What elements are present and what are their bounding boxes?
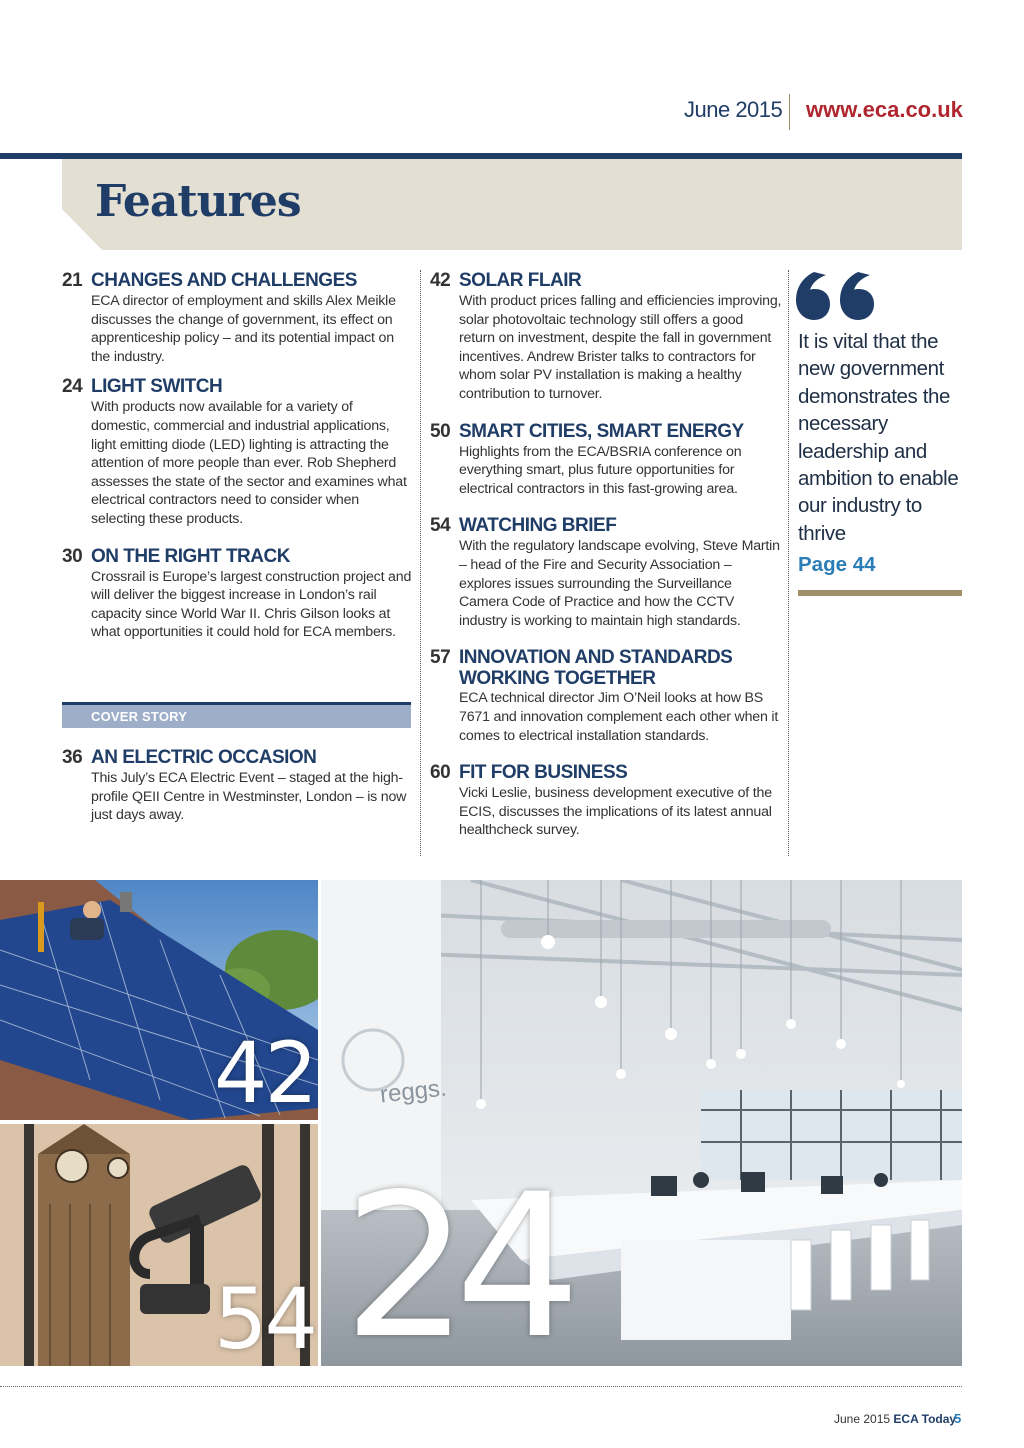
feature-title: SMART CITIES, SMART ENERGY: [459, 420, 744, 442]
feature-description: Crossrail is Europe’s largest construction project and will deliver the biggest increase in London’s rail capacity since World War II. Chris Gilson looks at what opportunities it could hold for ECA members.: [91, 568, 412, 641]
office-wall-sign: reggs.: [378, 1074, 448, 1109]
footer-credit: [834, 1412, 956, 1426]
feature-description: Highlights from the ECA/BSRIA conference on everything smart, plus future opportunities for electrical contractors in this fast-growing area.: [459, 443, 742, 497]
feature-title: AN ELECTRIC OCCASION: [91, 747, 317, 768]
cover-story-item[interactable]: [62, 747, 412, 825]
feature-title: LIGHT SWITCH: [91, 376, 223, 398]
feature-item[interactable]: [430, 515, 782, 630]
pull-quote-page-link[interactable]: Page 44: [798, 553, 876, 576]
feature-title: INNOVATION AND STANDARDS WORKING TOGETHER: [459, 647, 733, 690]
footer-rule: [0, 1386, 962, 1387]
feature-page-number: 42: [430, 270, 451, 291]
footer-publication: ECA Today: [893, 1412, 957, 1426]
feature-description: Vicki Leslie, business development executive of the ECIS, discusses the implications of its latest annual healthcheck survey.: [459, 785, 772, 839]
feature-item[interactable]: [430, 421, 782, 499]
features-column-left: [62, 270, 412, 642]
feature-item[interactable]: [62, 270, 412, 366]
office-page-number: 24: [343, 1151, 567, 1382]
feature-page-number: 60: [430, 762, 451, 784]
column-divider: [420, 270, 421, 856]
cctv-page-number: 54: [214, 1270, 315, 1368]
section-title: Features: [95, 176, 301, 227]
header-url[interactable]: www.eca.co.uk: [806, 97, 963, 122]
feature-page-number: 36: [62, 747, 83, 768]
feature-page-number: 57: [430, 647, 451, 669]
cover-story-label: COVER STORY: [91, 709, 188, 724]
feature-page-number: 30: [62, 545, 83, 567]
header-date: June 2015: [684, 97, 783, 122]
solar-page-number: 42: [214, 1024, 315, 1122]
column-divider: [788, 270, 789, 856]
feature-item[interactable]: [62, 546, 412, 642]
feature-description: ECA technical director Jim O’Neil looks at how BS 7671 and innovation complement each other when it comes to electrical installation standards.: [459, 690, 779, 744]
feature-item[interactable]: [430, 762, 782, 840]
feature-description: ECA director of employment and skills Alex Meikle discusses the change of government, its effect on apprenticeship policy – and its potential impact on the industry.: [91, 293, 396, 365]
feature-title: WATCHING BRIEF: [459, 515, 617, 537]
feature-title: ON THE RIGHT TRACK: [91, 545, 290, 567]
feature-description: With product prices falling and efficiencies improving, solar photovoltaic technology still offers a good return on investment, despite the fall in government incentives. Andrew Brister talks to contractors for whom solar PV installation is making a healthy contribution to turnover.: [459, 293, 782, 402]
quote-mark-icon: [796, 268, 876, 320]
header-separator: [789, 94, 790, 130]
feature-description: With the regulatory landscape evolving, Steve Martin – head of the Fire and Security Association – explores issues surrounding the Surveillance Camera Code of Practice and how the CCTV industry is working to maintain high standards.: [459, 538, 780, 629]
feature-title: CHANGES AND CHALLENGES: [91, 270, 357, 291]
footer-date: June 2015: [834, 1412, 891, 1426]
feature-page-number: 21: [62, 270, 83, 291]
feature-page-number: 54: [430, 515, 451, 537]
feature-description: With products now available for a variety of domestic, commercial and industrial applications, light emitting diode (LED) lighting is attracting the attention of more people than ever. Rob Shepherd assesses the state of the sector and examines what electrical contractors need to consider when selecting these products.: [91, 399, 407, 527]
pull-quote-rule: [798, 590, 962, 596]
feature-description: This July’s ECA Electric Event – staged at the high-profile QEII Centre in Westminster, London – is now just days away.: [91, 770, 407, 824]
feature-item[interactable]: [430, 647, 782, 745]
feature-title: FIT FOR BUSINESS: [459, 762, 628, 784]
feature-item[interactable]: [430, 270, 782, 404]
pull-quote-text: It is vital that the new government demonstrates the necessary leadership and ambition to enable our industry to thrive: [798, 330, 959, 545]
feature-item[interactable]: [62, 376, 412, 528]
feature-page-number: 50: [430, 420, 451, 442]
footer-page-number: 5: [954, 1411, 962, 1426]
features-column-right: [430, 270, 782, 840]
header-rule: [0, 153, 962, 159]
feature-title: SOLAR FLAIR: [459, 270, 582, 291]
feature-page-number: 24: [62, 376, 83, 398]
